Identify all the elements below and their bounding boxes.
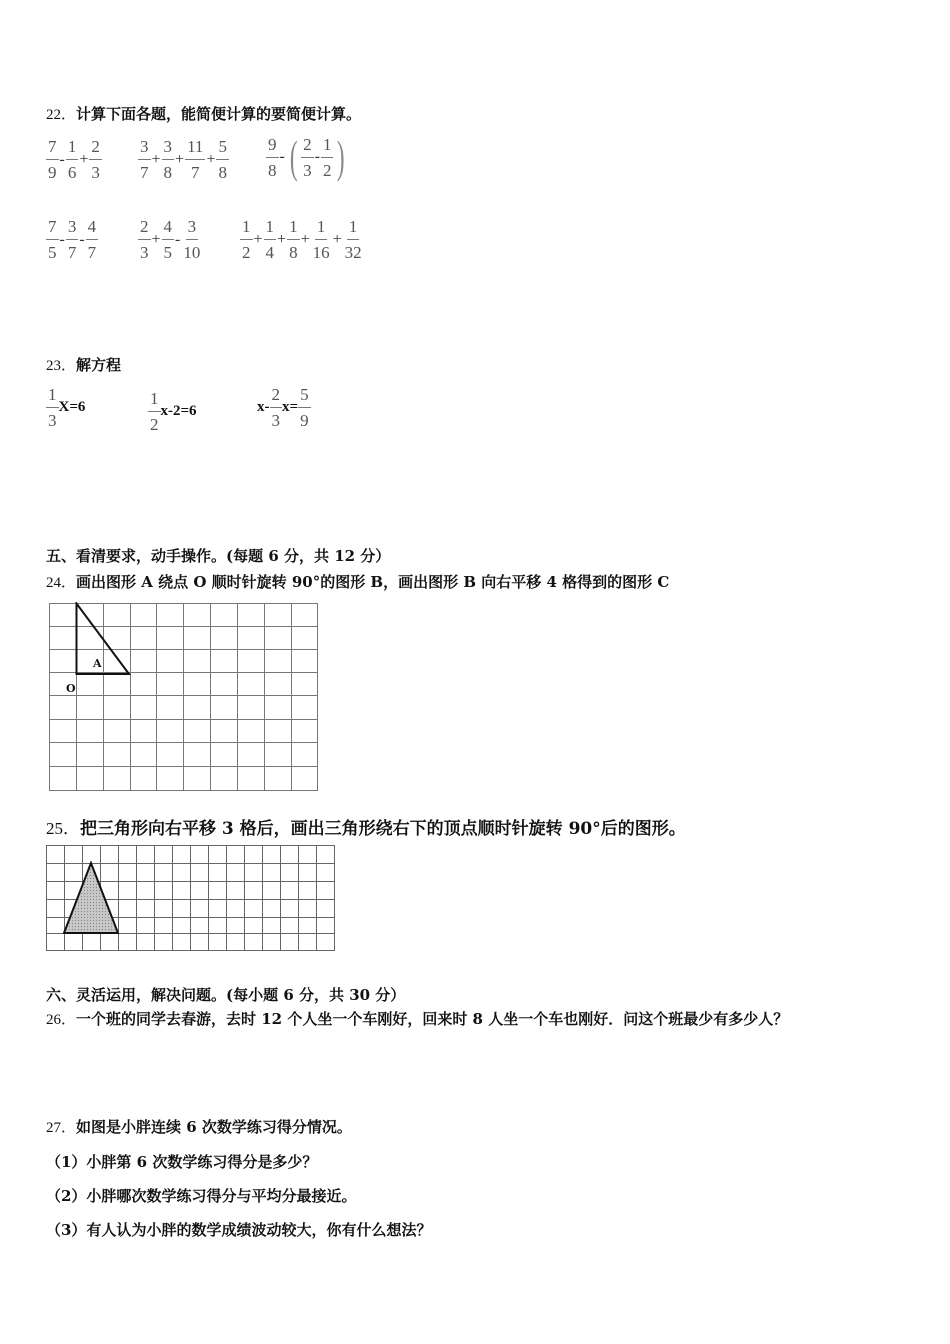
- operator: +: [300, 230, 310, 248]
- question-25: [46, 814, 686, 839]
- expression-22-6: [240, 218, 364, 261]
- operator: +: [206, 150, 216, 168]
- equation-text: x-: [257, 399, 270, 415]
- left-parenthesis: (: [289, 131, 298, 182]
- fraction: $\frac{1}{8}$: [289, 217, 298, 262]
- shaded-triangle: [64, 863, 118, 933]
- operator: -: [59, 150, 65, 168]
- section-5-title: 五、看清要求，动手操作。(每题 6 分，共 12 分）: [46, 547, 391, 565]
- question-22: [46, 103, 361, 124]
- equation-text: x-2=6: [160, 403, 197, 419]
- fraction: $\frac{1}{2}$: [242, 217, 251, 262]
- question-text: 如图是小胖连续 6 次数学练习得分情况。: [76, 1118, 352, 1136]
- fraction: $\frac{3}{7}$: [67, 217, 77, 262]
- operator: +: [175, 150, 185, 168]
- fraction: $\frac{2}{3}$: [303, 134, 312, 180]
- fraction: $\frac{3}{10}$: [183, 217, 201, 262]
- fraction: $\frac{1}{2}$: [322, 134, 332, 180]
- operator: -: [314, 148, 320, 165]
- operator: -: [79, 230, 85, 248]
- label-a: A: [93, 657, 102, 670]
- fraction: $\frac{1}{4}$: [265, 217, 275, 262]
- question-27-part-2: （2）小胖哪次数学练习得分与平均分最接近。: [46, 1187, 357, 1205]
- fraction: $\frac{1}{32}$: [344, 217, 362, 262]
- equation-23-2: [148, 390, 197, 433]
- expression-22-1: [46, 138, 102, 181]
- fraction: $\frac{7}{5}$: [48, 217, 57, 262]
- question-27: [46, 1116, 352, 1137]
- question-text: 解方程: [76, 356, 122, 374]
- question-24: [46, 571, 669, 592]
- fraction: $\frac{1}{2}$: [150, 389, 159, 434]
- grid-figure-24: [46, 602, 322, 794]
- operator: +: [332, 230, 342, 248]
- question-23: [46, 354, 121, 375]
- grid-lines: [49, 603, 318, 791]
- fraction: $\frac{5}{9}$: [300, 385, 309, 430]
- triangle-a: [77, 604, 130, 675]
- operator: +: [151, 150, 161, 168]
- operator: +: [151, 230, 161, 248]
- question-number: 25．: [46, 819, 80, 838]
- label-o: O: [66, 682, 76, 695]
- question-number: 24．: [46, 575, 77, 591]
- question-number: 23．: [46, 358, 77, 374]
- fraction: $\frac{1}{3}$: [48, 385, 57, 430]
- question-26: [46, 1008, 788, 1029]
- equation-text: X=6: [58, 399, 86, 415]
- section-6-title: 六、灵活运用，解决问题。(每小题 6 分，共 30 分）: [46, 986, 406, 1004]
- operator: -: [279, 148, 285, 165]
- fraction: $\frac{7}{9}$: [48, 137, 57, 182]
- fraction: $\frac{4}{5}$: [163, 217, 173, 262]
- question-number: 26．: [46, 1012, 77, 1028]
- question-27-part-3: （3）有人认为小胖的数学成绩波动较大，你有什么想法？: [46, 1221, 432, 1239]
- right-parenthesis: ): [337, 131, 345, 182]
- fraction: $\frac{5}{8}$: [218, 137, 227, 182]
- operator: +: [253, 230, 263, 248]
- expression-22-2: [138, 138, 229, 181]
- operator: +: [79, 150, 89, 168]
- equation-23-1: [46, 386, 85, 429]
- question-text: 画出图形 A 绕点 O 顺时针旋转 90°的图形 B，画出图形 B 向右平移 4 格得到的图形 C: [76, 573, 670, 591]
- fraction: $\frac{2}{3}$: [140, 217, 149, 262]
- fraction: $\frac{3}{7}$: [140, 137, 149, 182]
- question-27-part-1: （1）小胖第 6 次数学练习得分是多少？: [46, 1153, 318, 1171]
- fraction: $\frac{9}{8}$: [268, 134, 277, 180]
- expression-22-3: [266, 131, 349, 182]
- question-text: 把三角形向右平移 3 格后，画出三角形绕右下的顶点顺时针旋转 90°后的图形。: [80, 819, 686, 839]
- fraction: $\frac{11}{7}$: [187, 137, 204, 182]
- question-text: 计算下面各题，能简便计算的要简便计算。: [76, 105, 362, 123]
- fraction: $\frac{1}{6}$: [67, 137, 77, 182]
- grid-figure-25: [44, 844, 336, 954]
- operator: +: [277, 230, 287, 248]
- operator: -: [175, 230, 181, 248]
- equation-text: x=: [282, 399, 299, 415]
- expression-22-5: [138, 218, 202, 261]
- fraction: $\frac{2}{3}$: [271, 385, 280, 430]
- question-number: 27．: [46, 1120, 77, 1136]
- equation-23-3: [257, 386, 311, 429]
- fraction: $\frac{4}{7}$: [87, 217, 97, 262]
- fraction: $\frac{1}{16}$: [312, 217, 330, 262]
- expression-22-4: [46, 218, 98, 261]
- fraction: $\frac{3}{8}$: [163, 137, 173, 182]
- question-number: 22．: [46, 107, 77, 123]
- fraction: $\frac{2}{3}$: [91, 137, 100, 182]
- operator: -: [59, 230, 65, 248]
- question-text: 一个班的同学去春游，去时 12 个人坐一个车刚好，回来时 8 人坐一个车也刚好．问这个班最少有多少人？: [76, 1010, 789, 1028]
